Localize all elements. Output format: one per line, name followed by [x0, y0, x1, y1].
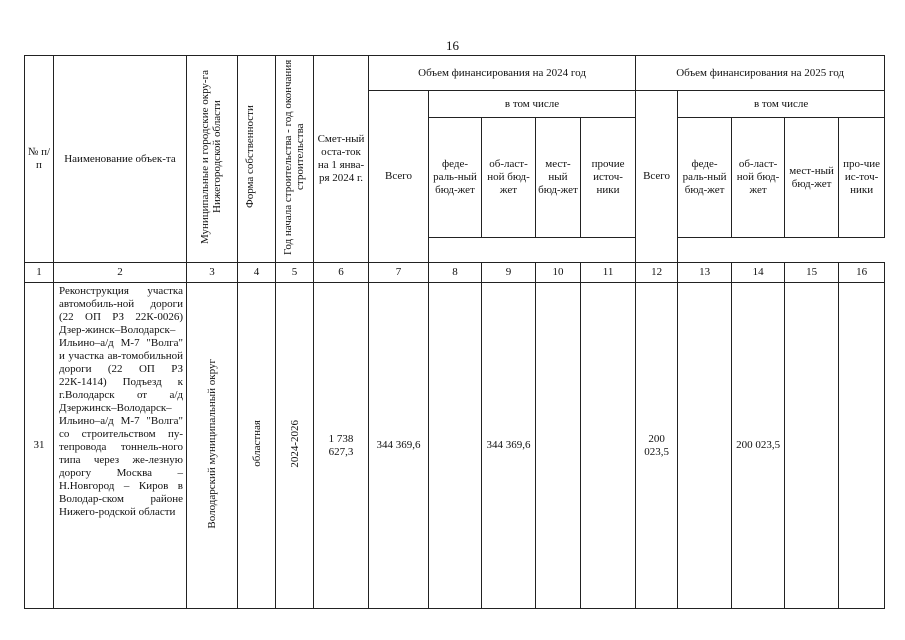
row-estimate: 1 738 627,3 — [314, 283, 369, 609]
header-other-2024: прочие источ-ники — [581, 118, 636, 238]
row-local-2024 — [536, 283, 581, 609]
row-other-2024 — [581, 283, 636, 609]
header-row-1 — [25, 56, 885, 91]
header-name: Наименование объек-та — [54, 56, 187, 263]
header-regional-2024: об-ласт-ной бюд-жет — [482, 118, 536, 238]
row-municipal: Володарский муниципальный округ — [187, 283, 238, 609]
page-number: 16 — [446, 38, 459, 53]
header-federal-2024: феде-раль-ный бюд-жет — [429, 118, 482, 238]
row-local-2025 — [785, 283, 839, 609]
col-num: 16 — [839, 263, 885, 283]
header-years: Год начала строительства - год окончания строительства — [276, 56, 314, 263]
header-fin-2025: Объем финансирования на 2025 год — [636, 56, 885, 91]
header-federal-2025: феде-раль-ный бюд-жет — [678, 118, 732, 238]
row-regional-2025: 200 023,5 — [732, 283, 785, 609]
row-other-2025 — [839, 283, 885, 609]
header-municipal: Муниципальные и городские окру-га Нижегородской области — [187, 56, 238, 263]
header-ownership: Форма собственности — [238, 56, 276, 263]
header-regional-2025: об-ласт-ной бюд-жет — [732, 118, 785, 238]
col-num: 4 — [238, 263, 276, 283]
row-name: Реконструкция участка автомобиль-ной дороги (22 ОП РЗ 22К-0026) Дзер-жинск–Володарск–Ильино–а/д М-7 "Волга" и участка ав-томобильной дороги (22 ОП РЗ 22К-1414) Подъезд к г.Володарск от а/д Дзержинск–Володарск–Ильино–а/д М-7 "Волга" со строительством пу-тепровода тоннель-ного типа через же-лезную дорогу Москва – Н.Новгород – Киров в Володар-ском районе Нижего-родской области — [54, 283, 187, 609]
header-fin-2024: Объем финансирования на 2024 год — [369, 56, 636, 91]
header-local-2024: мест-ный бюд-жет — [536, 118, 581, 238]
financing-table — [24, 55, 885, 609]
col-num: 7 — [369, 263, 429, 283]
col-num: 13 — [678, 263, 732, 283]
table-row — [25, 283, 885, 609]
header-total-2024: Всего — [369, 91, 429, 263]
header-other-2025: про-чие ис-точ-ники — [839, 118, 885, 238]
col-num: 8 — [429, 263, 482, 283]
col-num: 9 — [482, 263, 536, 283]
row-ownership: областная — [238, 283, 276, 609]
col-num: 11 — [581, 263, 636, 283]
row-federal-2024 — [429, 283, 482, 609]
row-federal-2025 — [678, 283, 732, 609]
header-local-2025: мест-ный бюд-жет — [785, 118, 839, 238]
col-num: 15 — [785, 263, 839, 283]
header-total-2025: Всего — [636, 91, 678, 263]
header-estimate: Смет-ный оста-ток на 1 янва-ря 2024 г. — [314, 56, 369, 263]
col-num: 10 — [536, 263, 581, 283]
col-num: 3 — [187, 263, 238, 283]
col-num: 12 — [636, 263, 678, 283]
row-years: 2024-2026 — [276, 283, 314, 609]
header-no: № п/п — [25, 56, 54, 263]
row-total-2024: 344 369,6 — [369, 283, 429, 609]
header-including-2024: в том числе — [429, 91, 636, 118]
col-num: 1 — [25, 263, 54, 283]
col-num: 5 — [276, 263, 314, 283]
col-num: 14 — [732, 263, 785, 283]
header-including-2025: в том числе — [678, 91, 885, 118]
row-regional-2024: 344 369,6 — [482, 283, 536, 609]
col-num: 2 — [54, 263, 187, 283]
row-no: 31 — [25, 283, 54, 609]
col-num: 6 — [314, 263, 369, 283]
row-total-2025: 200 023,5 — [636, 283, 678, 609]
column-number-row — [25, 263, 885, 283]
